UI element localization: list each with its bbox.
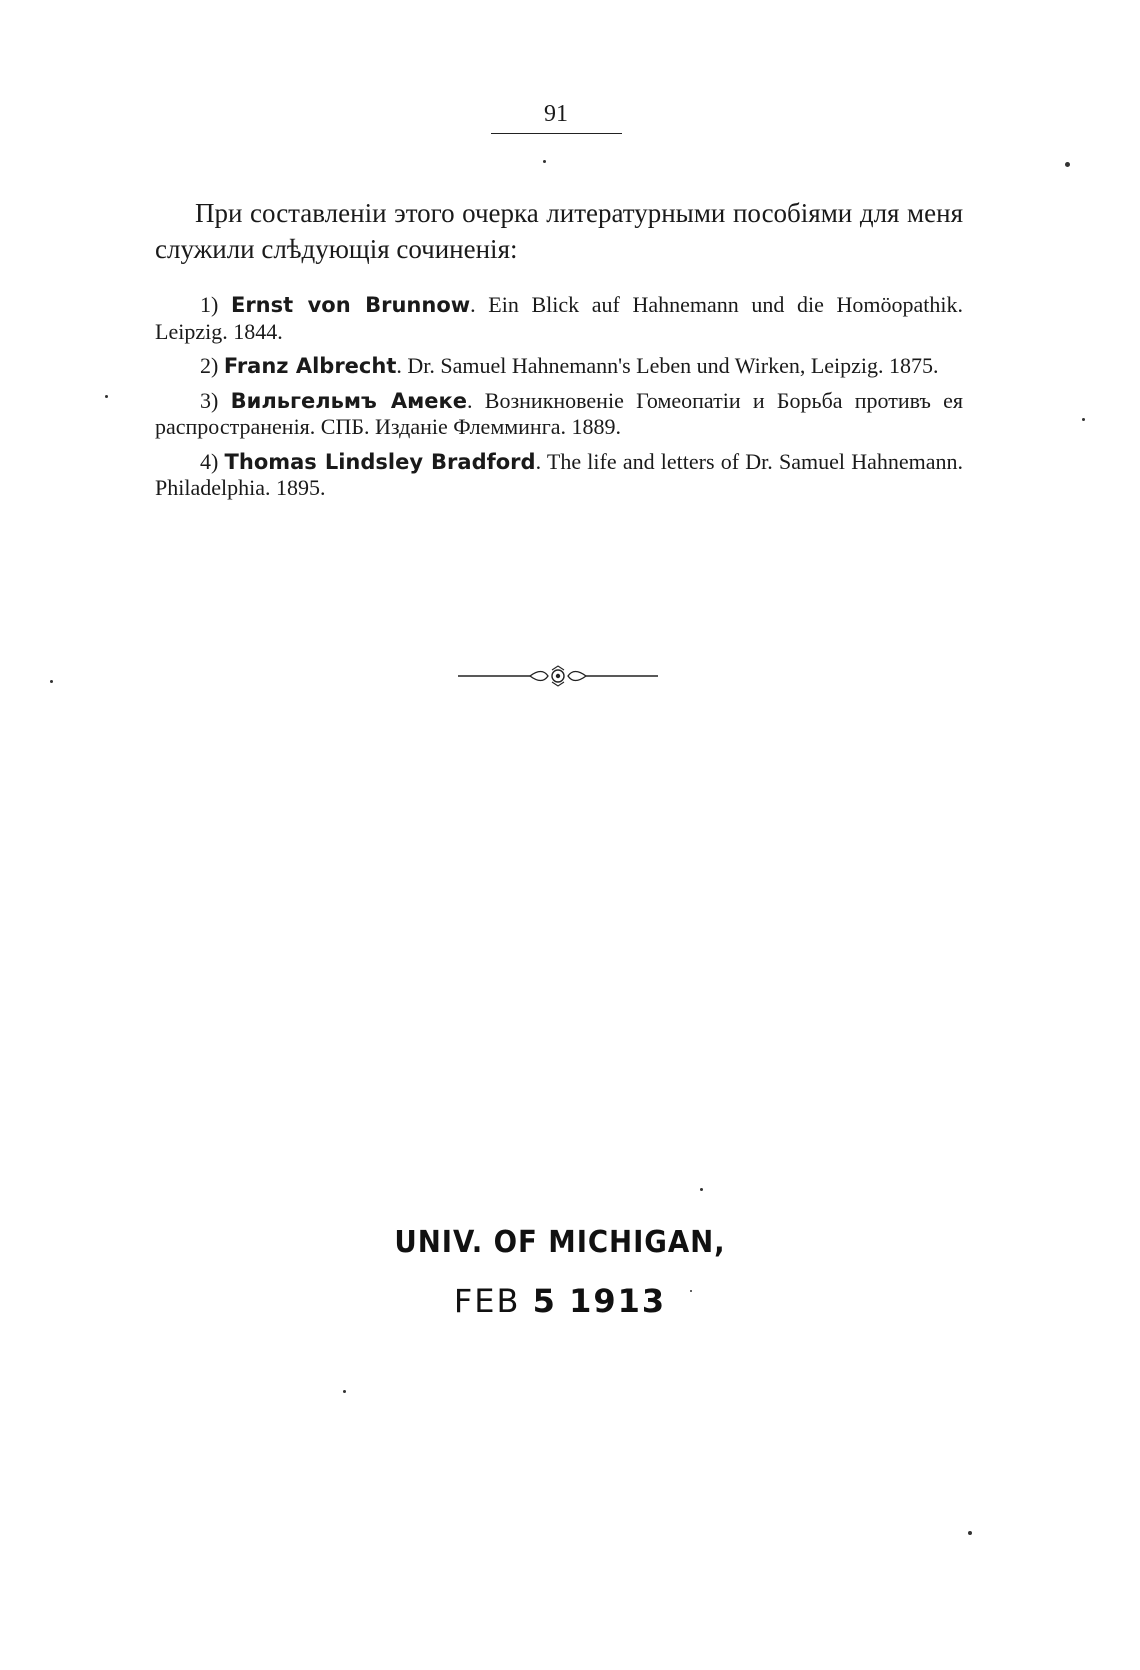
page-number: 91 [544,101,568,127]
stamp-year: 1913 [569,1282,667,1320]
reference-author: Franz Albrecht [223,354,397,378]
library-stamp [380,1225,740,1320]
reference-text: . The life and letters of Dr. Samuel Hahnemann. Philadelphia. 1895. [155,448,964,500]
reference-text: . Ein Blick auf Hahnemann und die Homöopathik. Leipzig. 1844. [155,292,964,344]
reference-item [155,388,963,441]
reference-list [155,292,963,510]
reference-index: 4) [200,448,219,474]
section-end-ornament [458,664,658,688]
scan-speck [50,680,53,683]
intro-paragraph: При составленіи этого очерка литературными пособіями для меня служили слѣдующія сочиненія: [155,198,963,264]
reference-item [155,353,963,380]
stamp-institution: UNIV. OF MICHIGAN, [394,1225,726,1260]
scan-speck [1065,162,1070,167]
reference-text: . Dr. Samuel Hahnemann's Leben und Wirken, Leipzig. 1875. [396,353,939,378]
reference-index: 1) [200,292,219,317]
scan-speck [105,395,108,398]
scan-speck [700,1188,703,1191]
scan-speck [690,1290,692,1292]
scan-speck [343,1390,346,1393]
scan-speck [1082,418,1085,421]
reference-text: . Возникновеніе Гомеопатіи и Борьба противъ ея распространенія. СПБ. Изданіе Флемминга. 1889. [155,387,964,439]
reference-item [155,449,963,502]
reference-index: 3) [200,387,219,413]
page-number-rule [491,133,622,134]
scan-speck [543,160,546,163]
stamp-month: FEB [453,1282,521,1320]
reference-item [155,292,963,345]
stamp-date [380,1282,740,1320]
reference-author: Thomas Lindsley Bradford [224,449,536,474]
reference-author: Вильгельмъ Амеке [230,388,468,413]
reference-index: 2) [200,353,219,378]
reference-author: Ernst von Brunnow [230,293,471,317]
scan-speck [968,1531,972,1535]
stamp-day: 5 [532,1282,557,1320]
